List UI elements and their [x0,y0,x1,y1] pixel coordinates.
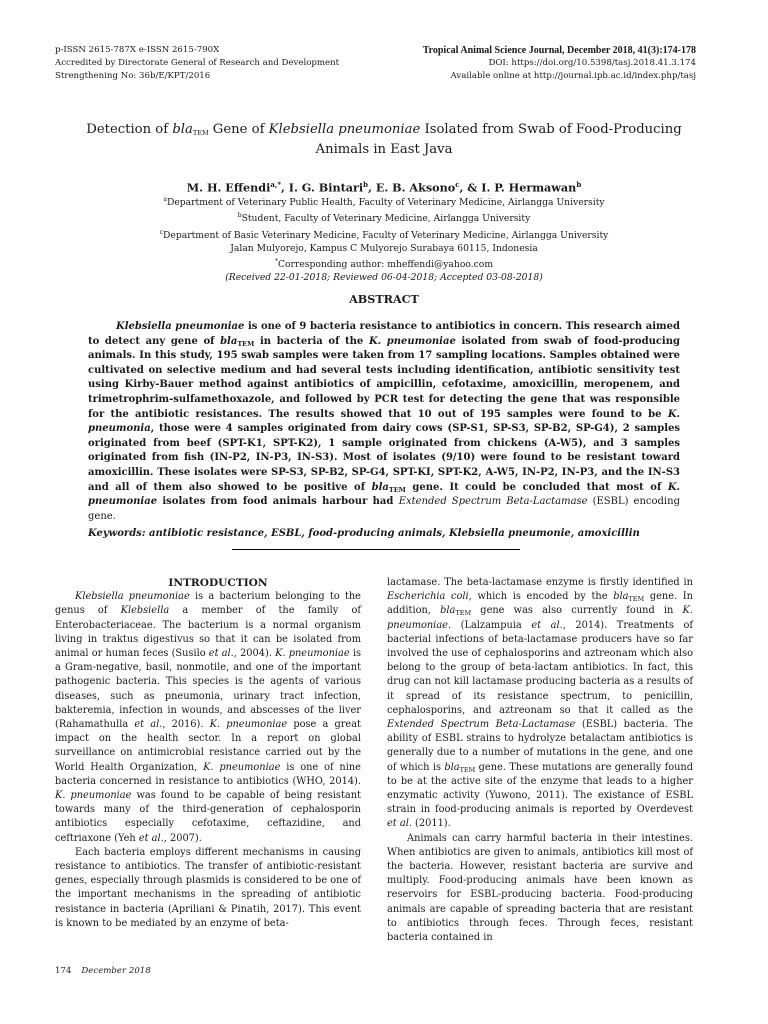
submission-dates: (Received 22-01-2018; Reviewed 06-04-2018; Accepted 03-08-2018) [225,272,543,284]
footer-date: December 2018 [81,966,151,976]
journal-citation: Tropical Animal Science Journal, December 2018, 41(3):174-178 [422,45,696,56]
address-line: Jalan Mulyorejo, Kampus C Mulyorejo Surabaya 60115, Indonesia [230,242,538,254]
keywords: Keywords: antibiotic resistance, ESBL, food-producing animals, Klebsiella pneumonie, amoxicillin [88,528,640,539]
header-right [423,44,696,83]
header-left [55,44,339,83]
author-list: M. H. Effendi$^{a,*}$, I. G. Bintari$^b$, E. B. Aksono$^c$, & I. P. Hermawan$^b$ [186,180,582,195]
affiliation-c: $^c$Department of Basic Veterinary Medicine, Faculty of Veterinary Medicine, Airlangga University [159,228,609,241]
column-left [55,576,361,931]
intro-paragraph-1: Klebsiella pneumoniae is a bacterium belonging to the genus of Klebsiella a member of the family of Enterobacteriaceae. The bacterium is a normal organism living in traktus digestivus so that it can be isolated from animal or human feces (Susilo et al., 2004). K. pneumoniae is a Gram-negative, basil, nonmotile, and one of the important pathogenic bacteria. This species is the agents of various diseases, such as pneumonia, urinary tract infection, bakteremia, infection in wounds, and abscesses of the liver (Rahamathulla et al., 2016). K. pneumoniae pose a great impact on the health sector. In a report on global surveillance on antimicrobial resistance carried out by the World Health Organization, K. pneumoniae is one of nine bacteria concerned in resistance to antibiotics (WHO, 2014). K. pneumoniae was found to be capable of being resistant towards many of the third-generation of cephalosporin antibiotics especially cefotaxime, ceftazidine, and ceftriaxone (Yeh et al., 2007). [55,591,361,844]
corresponding-author: *Corresponding author: mheffendi@yahoo.com [274,258,494,271]
column-right [387,576,693,945]
accreditation-number: Strengthening No: 36b/E/KPT/2016 [55,71,211,81]
paper-title: Detection of bla$_{TEM}$ Gene of Klebsiella pneumoniae Isolated from Swab of Food-Producing Animals in East Java [86,122,682,157]
accreditation-line: Accredited by Directorate General of Research and Development [55,58,340,68]
page-footer [55,966,151,976]
intro-paragraph-2: Each bacteria employs different mechanisms in causing resistance to antibiotics. The transfer of antibiotic-resistant genes, especially through plasmids is considered to be one of the important mechanisms in the spreading of antibiotic resistance in bacteria (Apriliani & Pinatih, 2017). This event is known to be mediated by an enzyme of beta- [55,846,361,929]
section-divider [232,549,520,550]
journal-url[interactable]: Available online at http://journal.ipb.ac.id/index.php/tasj [450,71,696,81]
issn-line: p-ISSN 2615-787X e-ISSN 2615-790X [55,45,220,55]
page-number: 174 [55,966,72,976]
affiliation-a: $^a$Department of Veterinary Public Health, Faculty of Veterinary Medicine, Airlangga University [163,196,605,209]
abstract-heading: ABSTRACT [349,292,419,306]
intro-paragraph-3: lactamase. The beta-lactamase enzyme is firstly identified in Escherichia coli, which is encoded by the bla$_{TEM}$ gene. In addition, bla$_{TEM}$ gene was also currently found in K. pneumoniae. (Lalzampuia et al., 2014). Treatments of bacterial infections of beta-lactamase producers have so far involved the use of cephalosporins and aztreonam which also belong to the group of beta-lactam antibiotics. In fact, this drug can not kill lactamase producing bacteria as a results of it spread of its resistance spectrum, to penicillin, cephalosporins, and aztreonam so that it called as the Extended Spectrum Beta-Lactamase (ESBL) bacteria. The ability of ESBL strains to hydrolyze betalactam antibiotics is generally due to a number of mutations in the gene, and one of which is bla$_{TEM}$ gene. These mutations are generally found to be at the active site of the enzyme that leads to a higher enzymatic activity (Yuwono, 2011). The existance of ESBL strain in food-producing animals is reported by Overdevest et al. (2011). [387,577,694,830]
introduction-heading: INTRODUCTION [168,577,268,589]
affiliations [80,193,688,284]
abstract-body: Klebsiella pneumoniae is one of 9 bacteria resistance to antibiotics in concern. This research aimed to detect any gene of bla$_{TEM}$ in bacteria of the K. pneumoniae isolated from swab of food-producing animals. In this study, 195 swab samples were taken from 17 sampling locations. Samples obtained were cultivated on selective medium and had several tests including identification, antibiotic sensitivity test using Kirby-Bauer method against antibiotics of ampicillin, cefotaxime, amoxicillin, meropenem, and trimetrophrim-sulfamethoxazole, and followed by PCR test for detecting the gene that was responsible for the antibiotic resistances. The results showed that 10 out of 195 samples were found to be K. pneumonia, those were 4 samples originated from dairy cows (SP-S1, SP-S3, SP-B2, SP-G4), 2 samples originated from beef (SPT-K1, SPT-K2), 1 sample originated from chickens (A-W5), and 3 samples originated from fish (IN-P2, IN-P3, IN-S3). Most of isolates (9/10) were found to be resistant toward amoxicillin. These isolates were SP-S3, SP-B2, SP-G4, SPT-KI, SPT-K2, A-W5, IN-P2, IN-P3, and the IN-S3 and all of them also showed to be positive of bla$_{TEM}$ gene. It could be concluded that most of K. pneumoniae isolates from food animals harbour had Extended Spectrum Beta-Lactamase (ESBL) encoding gene. [88,321,680,522]
intro-paragraph-4: Animals can carry harmful bacteria in their intestines. When antibiotics are given to animals, antibiotics kill most of the bacteria. However, resistant bacteria are survive and multiply. Food-producing animals have been known as reservoirs for ESBL-producing bacteria. Food-producing animals are capable of spreading bacteria that are resistant to antibiotics through feces. Through feces, resistant bacteria contained in [387,832,693,944]
affiliation-b: $^b$Student, Faculty of Veterinary Medicine, Airlangga University [237,212,531,225]
doi-link[interactable]: DOI: https://doi.org/10.5398/tasj.2018.41.3.174 [488,58,696,68]
